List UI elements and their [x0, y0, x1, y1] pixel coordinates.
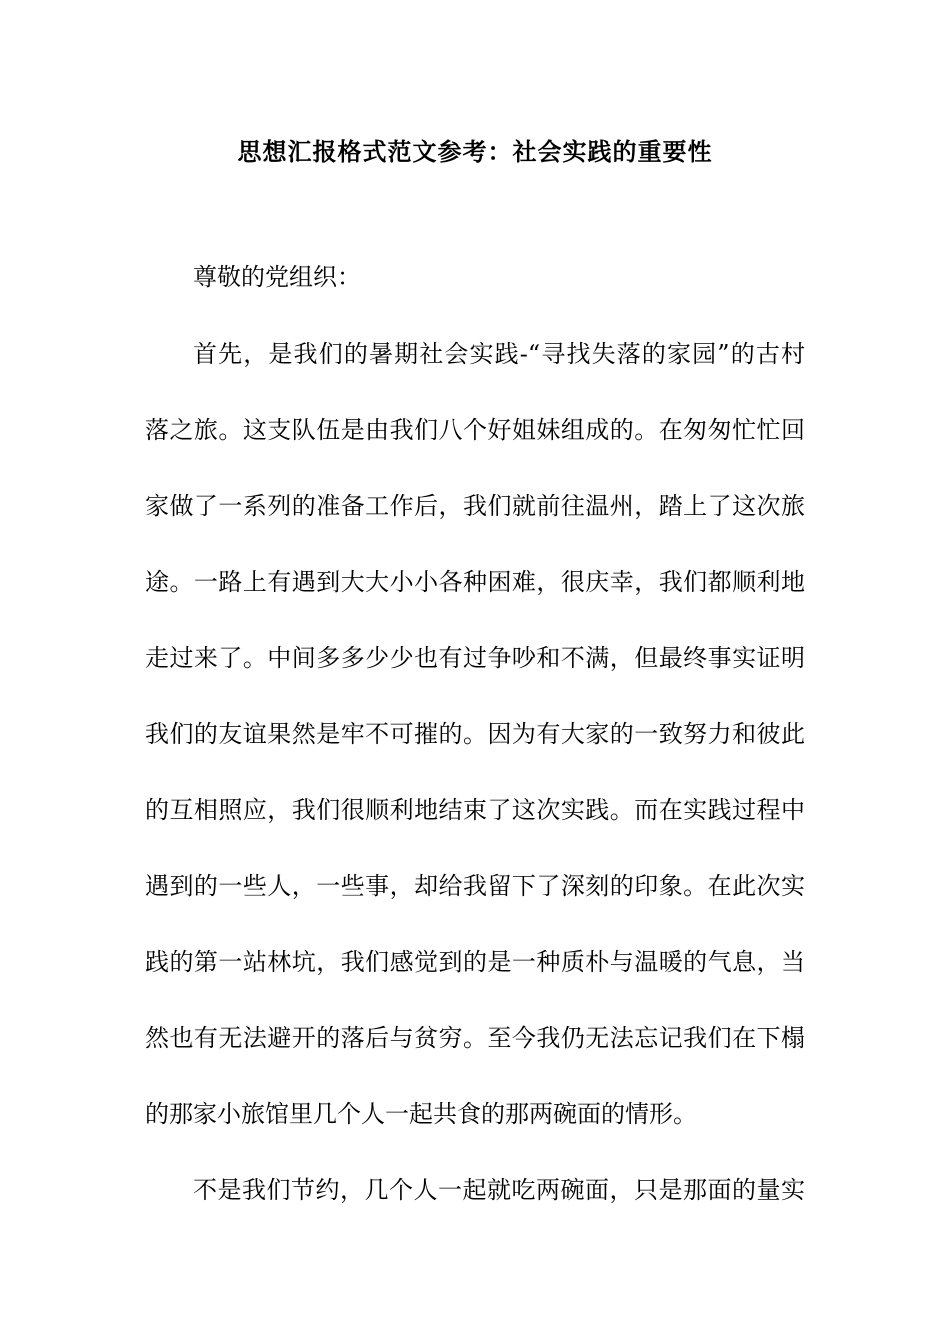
salutation: 尊敬的党组织：: [193, 263, 361, 291]
paragraph-line: 途。一路上有遇到大大小小各种困难，很庆幸，我们都顺利地: [145, 568, 805, 596]
paragraph-line: 我们的友谊果然是牢不可摧的。因为有大家的一致努力和彼此: [145, 720, 805, 748]
paragraph-line: 首先，是我们的暑期社会实践-“寻找失落的家园”的古村: [193, 340, 805, 368]
paragraph-line: 落之旅。这支队伍是由我们八个好姐妹组成的。在匆匆忙忙回: [145, 416, 805, 444]
paragraph-line: 遇到的一些人，一些事，却给我留下了深刻的印象。在此次实: [145, 872, 805, 900]
paragraph-line: 走过来了。中间多多少少也有过争吵和不满，但最终事实证明: [145, 644, 805, 672]
paragraph-line: 的互相照应，我们很顺利地结束了这次实践。而在实践过程中: [145, 796, 805, 824]
paragraph-line: 家做了一系列的准备工作后，我们就前往温州，踏上了这次旅: [145, 492, 805, 520]
paragraph-line: 的那家小旅馆里几个人一起共食的那两碗面的情形。: [145, 1100, 697, 1128]
paragraph-line: 践的第一站林坑，我们感觉到的是一种质朴与温暖的气息，当: [145, 948, 805, 976]
paragraph-line: 然也有无法避开的落后与贫穷。至今我仍无法忘记我们在下榻: [145, 1024, 805, 1052]
paragraph-line: 不是我们节约，几个人一起就吃两碗面，只是那面的量实: [193, 1176, 805, 1204]
document-title: 思想汇报格式范文参考：社会实践的重要性: [237, 137, 713, 166]
